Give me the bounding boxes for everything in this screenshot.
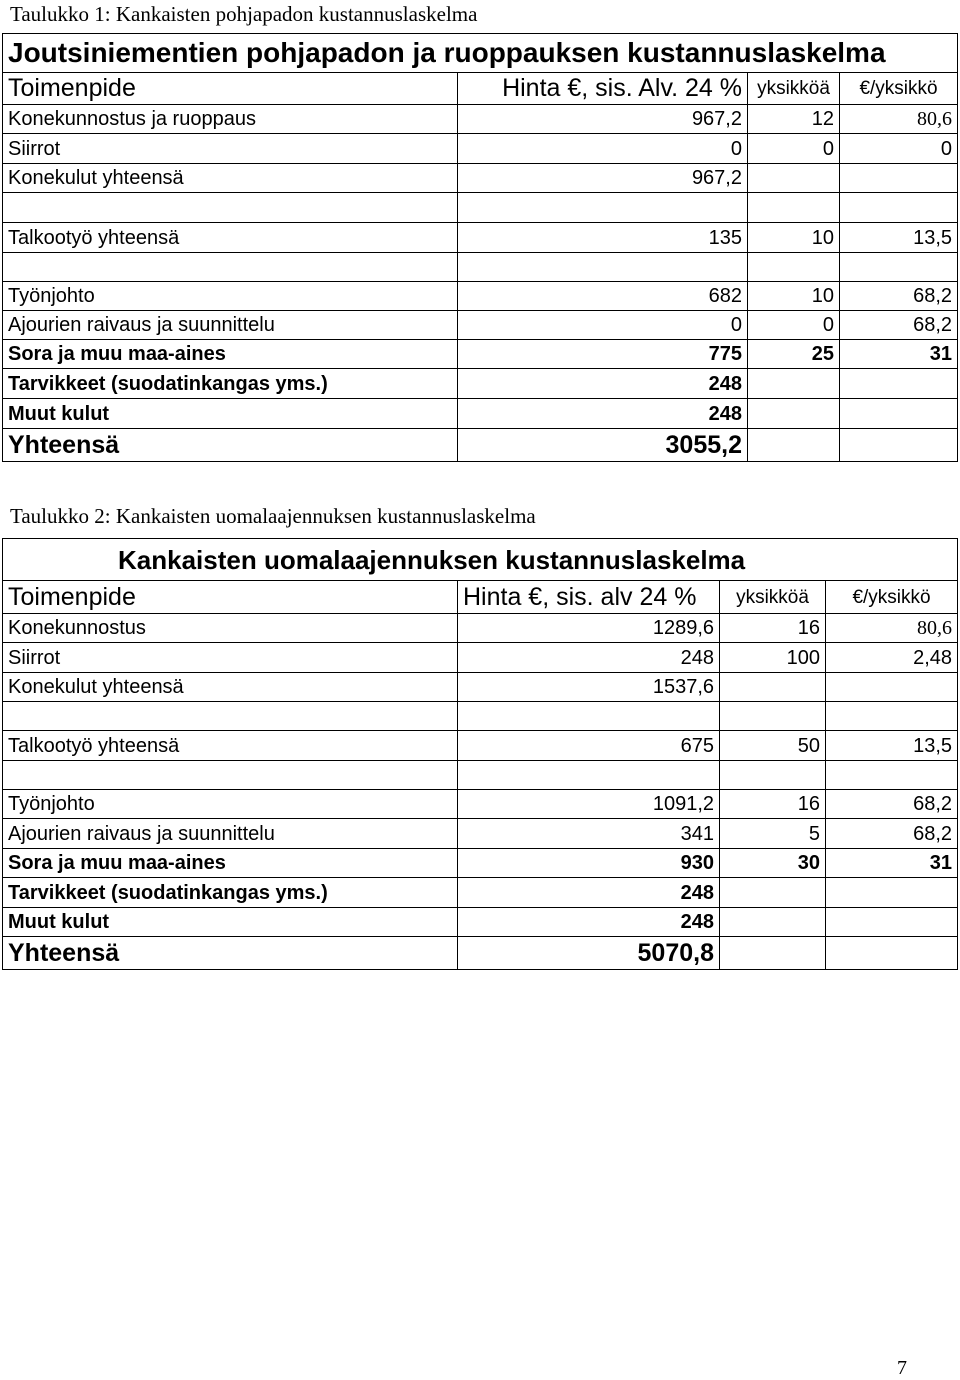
table-row bbox=[3, 164, 958, 193]
total-label: Yhteensä bbox=[3, 937, 458, 970]
cell-label bbox=[3, 761, 458, 790]
cell-units bbox=[720, 908, 826, 937]
table2-caption: Taulukko 2: Kankaisten uomalaajennuksen kustannuslaskelma bbox=[10, 504, 536, 528]
cell-label: Tarvikkeet (suodatinkangas yms.) bbox=[3, 878, 458, 908]
cell-units: 0 bbox=[748, 311, 840, 340]
cell-units bbox=[720, 878, 826, 908]
cost-table-1 bbox=[2, 33, 958, 462]
table-row bbox=[3, 673, 958, 702]
cell-unit-price bbox=[826, 937, 958, 970]
cell-price: 0 bbox=[458, 311, 748, 340]
table-row-empty bbox=[3, 761, 958, 790]
header-toimenpide: Toimenpide bbox=[3, 73, 458, 105]
table-row bbox=[3, 369, 958, 399]
cell-label: Ajourien raivaus ja suunnittelu bbox=[3, 311, 458, 340]
table-row bbox=[3, 790, 958, 819]
table-row bbox=[3, 399, 958, 429]
table-row bbox=[3, 731, 958, 761]
cell-unit-price: 80,6 bbox=[840, 105, 958, 134]
cell-price: 675 bbox=[458, 731, 720, 761]
cell-price: 0 bbox=[458, 134, 748, 164]
cell-price: 248 bbox=[458, 399, 748, 429]
table-total-row bbox=[3, 937, 958, 970]
cell-price: 682 bbox=[458, 282, 748, 311]
table-row bbox=[3, 105, 958, 134]
cell-units: 50 bbox=[720, 731, 826, 761]
cell-units: 16 bbox=[720, 614, 826, 643]
table-row bbox=[3, 223, 958, 253]
cell-units: 10 bbox=[748, 282, 840, 311]
cell-label: Tarvikkeet (suodatinkangas yms.) bbox=[3, 369, 458, 399]
table-header-row bbox=[3, 73, 958, 105]
cell-unit-price bbox=[826, 908, 958, 937]
table-row bbox=[3, 908, 958, 937]
cell-units bbox=[720, 761, 826, 790]
cell-label: Työnjohto bbox=[3, 790, 458, 819]
cell-units bbox=[720, 673, 826, 702]
cell-unit-price: 80,6 bbox=[826, 614, 958, 643]
table-row bbox=[3, 311, 958, 340]
header-yksikkoa: yksikköä bbox=[720, 581, 826, 614]
cell-units: 10 bbox=[748, 223, 840, 253]
cell-units bbox=[748, 253, 840, 282]
header-toimenpide: Toimenpide bbox=[3, 581, 458, 614]
table-title-row bbox=[3, 539, 958, 581]
table-title: Kankaisten uomalaajennuksen kustannuslaskelma bbox=[3, 539, 958, 581]
table-row-empty bbox=[3, 193, 958, 223]
cell-unit-price: 0 bbox=[840, 134, 958, 164]
cell-price: 341 bbox=[458, 819, 720, 849]
total-price: 5070,8 bbox=[458, 937, 720, 970]
cell-units: 0 bbox=[748, 134, 840, 164]
cell-unit-price bbox=[840, 164, 958, 193]
cell-units: 30 bbox=[720, 849, 826, 878]
cell-price: 967,2 bbox=[458, 164, 748, 193]
cell-label bbox=[3, 193, 458, 223]
cell-units bbox=[720, 702, 826, 731]
cell-unit-price bbox=[826, 761, 958, 790]
cell-unit-price bbox=[840, 253, 958, 282]
cell-unit-price bbox=[840, 429, 958, 462]
table-title: Joutsiniementien pohjapadon ja ruoppauksen kustannuslaskelma bbox=[3, 34, 958, 73]
cell-label: Konekulut yhteensä bbox=[3, 673, 458, 702]
cell-unit-price bbox=[826, 702, 958, 731]
cell-units bbox=[748, 429, 840, 462]
cell-label: Sora ja muu maa-aines bbox=[3, 849, 458, 878]
cell-unit-price bbox=[826, 878, 958, 908]
cell-price: 1091,2 bbox=[458, 790, 720, 819]
table-row bbox=[3, 614, 958, 643]
page-number: 7 bbox=[897, 1357, 907, 1379]
cell-unit-price: 68,2 bbox=[826, 819, 958, 849]
cell-price: 967,2 bbox=[458, 105, 748, 134]
cell-unit-price: 13,5 bbox=[826, 731, 958, 761]
cell-label bbox=[3, 253, 458, 282]
cell-price bbox=[458, 761, 720, 790]
cell-label: Ajourien raivaus ja suunnittelu bbox=[3, 819, 458, 849]
cell-price: 930 bbox=[458, 849, 720, 878]
cell-price bbox=[458, 253, 748, 282]
table-row-empty bbox=[3, 702, 958, 731]
cell-label: Muut kulut bbox=[3, 399, 458, 429]
table1-caption: Taulukko 1: Kankaisten pohjapadon kustannuslaskelma bbox=[10, 2, 478, 26]
header-hinta: Hinta €, sis. alv 24 % bbox=[458, 581, 720, 614]
cell-label: Sora ja muu maa-aines bbox=[3, 340, 458, 369]
cell-unit-price: 31 bbox=[840, 340, 958, 369]
cell-units: 25 bbox=[748, 340, 840, 369]
header-yksikkoa: yksikköä bbox=[748, 73, 840, 105]
table-row bbox=[3, 643, 958, 673]
cell-unit-price: 68,2 bbox=[826, 790, 958, 819]
cell-price bbox=[458, 702, 720, 731]
cell-label: Siirrot bbox=[3, 643, 458, 673]
cell-unit-price bbox=[840, 399, 958, 429]
cell-unit-price: 13,5 bbox=[840, 223, 958, 253]
cell-units: 16 bbox=[720, 790, 826, 819]
header-euro-per-yksikko: €/yksikkö bbox=[840, 73, 958, 105]
cell-units bbox=[748, 164, 840, 193]
cell-units: 12 bbox=[748, 105, 840, 134]
cell-label: Konekunnostus bbox=[3, 614, 458, 643]
cell-price: 248 bbox=[458, 908, 720, 937]
cell-units bbox=[748, 193, 840, 223]
cell-price: 248 bbox=[458, 369, 748, 399]
cell-label: Konekunnostus ja ruoppaus bbox=[3, 105, 458, 134]
cell-unit-price bbox=[840, 369, 958, 399]
table-row bbox=[3, 134, 958, 164]
cell-label: Työnjohto bbox=[3, 282, 458, 311]
cell-label bbox=[3, 702, 458, 731]
total-price: 3055,2 bbox=[458, 429, 748, 462]
cell-price: 248 bbox=[458, 643, 720, 673]
table-row-empty bbox=[3, 253, 958, 282]
cell-unit-price: 68,2 bbox=[840, 282, 958, 311]
total-label: Yhteensä bbox=[3, 429, 458, 462]
header-euro-per-yksikko: €/yksikkö bbox=[826, 581, 958, 614]
cell-label: Konekulut yhteensä bbox=[3, 164, 458, 193]
cell-unit-price: 2,48 bbox=[826, 643, 958, 673]
header-hinta: Hinta €, sis. Alv. 24 % bbox=[458, 73, 748, 105]
cell-units bbox=[748, 369, 840, 399]
cell-unit-price: 31 bbox=[826, 849, 958, 878]
cell-units: 100 bbox=[720, 643, 826, 673]
cell-units bbox=[720, 937, 826, 970]
cell-unit-price bbox=[840, 193, 958, 223]
table-row bbox=[3, 819, 958, 849]
table-row bbox=[3, 878, 958, 908]
cell-units: 5 bbox=[720, 819, 826, 849]
cell-price bbox=[458, 193, 748, 223]
table-header-row bbox=[3, 581, 958, 614]
table-row bbox=[3, 849, 958, 878]
cell-price: 1537,6 bbox=[458, 673, 720, 702]
cell-unit-price bbox=[826, 673, 958, 702]
cost-table-2 bbox=[2, 538, 958, 970]
cell-price: 248 bbox=[458, 878, 720, 908]
cell-price: 775 bbox=[458, 340, 748, 369]
cell-label: Siirrot bbox=[3, 134, 458, 164]
cell-label: Talkootyö yhteensä bbox=[3, 223, 458, 253]
cell-price: 1289,6 bbox=[458, 614, 720, 643]
cell-price: 135 bbox=[458, 223, 748, 253]
cell-unit-price: 68,2 bbox=[840, 311, 958, 340]
table-row bbox=[3, 340, 958, 369]
table-title-row bbox=[3, 34, 958, 73]
cell-units bbox=[748, 399, 840, 429]
table-row bbox=[3, 282, 958, 311]
cell-label: Muut kulut bbox=[3, 908, 458, 937]
table-total-row bbox=[3, 429, 958, 462]
cell-label: Talkootyö yhteensä bbox=[3, 731, 458, 761]
